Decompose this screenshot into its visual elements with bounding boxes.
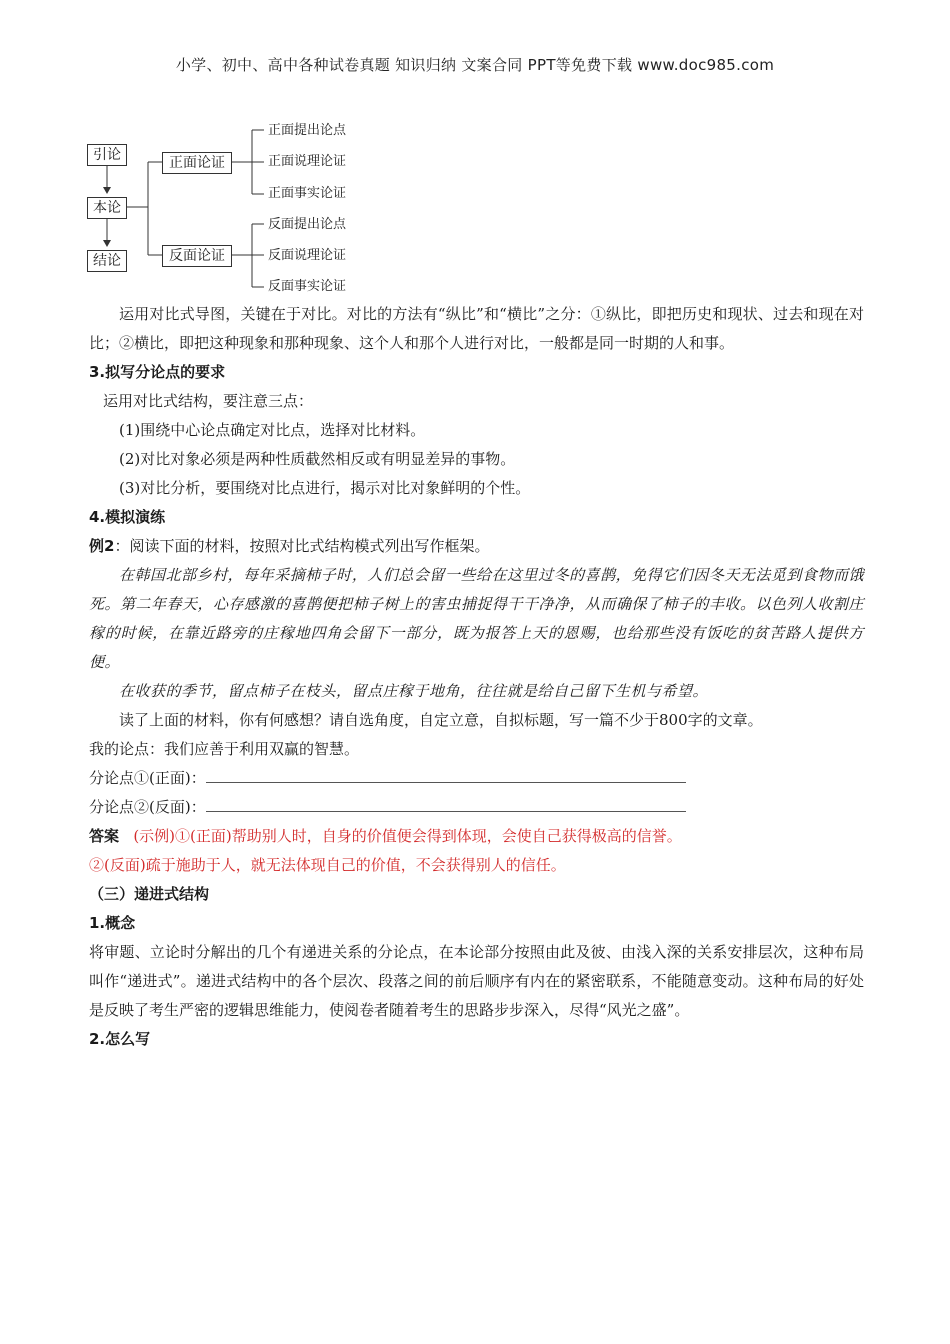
diagram-conclusion-box: 结论: [87, 250, 127, 272]
requirement-item: (1)围绕中心论点确定对比点，选择对比材料。: [119, 421, 426, 439]
diagram-intro-box: 引论: [87, 144, 127, 166]
answer-text-1: (示例)①(正面)帮助别人时，自身的价值便会得到体现，会使自己获得极高的信誉。: [133, 827, 682, 845]
diagram-positive-item: 正面说理论证: [268, 154, 347, 169]
diagram-negative-item: 反面提出论点: [268, 217, 347, 232]
answer-line-1: [89, 822, 864, 851]
sub-point-2-label: 分论点②(反面)：: [89, 798, 206, 816]
diagram-positive-box: 正面论证: [162, 152, 232, 174]
requirements-intro: 运用对比式结构，要注意三点：: [103, 392, 314, 410]
requirement-item: (3)对比分析，要围绕对比点进行，揭示对比对象鲜明的个性。: [119, 479, 531, 497]
diagram-connectors: [80, 120, 400, 300]
diagram-body-box: 本论: [87, 197, 127, 219]
writing-task: 读了上面的材料，你有何感想？请自选角度，自定立意，自拟标题，写一篇不少于800字的文章。: [119, 711, 763, 729]
sub-point-1-label: 分论点①(正面)：: [89, 769, 206, 787]
material-paragraph: 在韩国北部乡村，每年采摘柿子时，人们总会留一些给在这里过冬的喜鹊，免得它们因冬天无法觅到食物而饿死。第二年春天，心存感激的喜鹊便把柿子树上的害虫捕捉得干干净净，从而确保了柿子的丰收。以色列人收割庄稼的时候，在靠近路旁的庄稼地四角会留下一部分，既为报答上天的恩赐，也给那些没有饭吃的贫苦路人提供方便。: [89, 566, 865, 671]
concept-paragraph: 将审题、立论时分解出的几个有递进关系的分论点，在本论部分按照由此及彼、由浅入深的关系安排层次，这种布局叫作“递进式”。递进式结构中的各个层次、段落之间的前后顺序有内在的紧密联系，不能随意变动。这种布局的好处是反映了考生严密的逻辑思维能力，使阅卷者随着考生的思路步步深入，尽得“风光之盛”。: [89, 943, 864, 1019]
document-body: [89, 300, 864, 1054]
diagram-negative-item: 反面说理论证: [268, 248, 347, 263]
sub-point-2-row: [89, 793, 864, 822]
diagram-positive-item: 正面事实论证: [268, 186, 347, 201]
material-paragraph: 在收获的季节，留点柿子在枝头，留点庄稼于地角，往往就是给自己留下生机与希望。: [119, 682, 709, 700]
heading-requirements: 3.拟写分论点的要求: [89, 363, 226, 381]
example-text: ：阅读下面的材料，按照对比式结构模式列出写作框架。: [114, 537, 490, 555]
thesis-line: 我的论点：我们应善于利用双赢的智慧。: [89, 740, 360, 758]
requirement-item: (2)对比对象必须是两种性质截然相反或有明显差异的事物。: [119, 450, 516, 468]
diagram-negative-item: 反面事实论证: [268, 279, 347, 294]
example-label: 例2: [89, 537, 115, 555]
sub-point-1-row: [89, 764, 864, 793]
diagram-positive-item: 正面提出论点: [268, 123, 347, 138]
answer-label: 答案: [89, 827, 120, 845]
example-prompt: [89, 532, 864, 561]
section-title: （三）递进式结构: [89, 885, 210, 903]
heading-how-to-write: 2.怎么写: [89, 1030, 151, 1048]
sub-point-1-blank[interactable]: [206, 768, 686, 783]
contrast-structure-diagram: [80, 120, 400, 300]
answer-line-2: ②(反面)疏于施助于人，就无法体现自己的价值，不会获得别人的信任。: [89, 856, 566, 874]
diagram-negative-box: 反面论证: [162, 245, 232, 267]
sub-point-2-blank[interactable]: [206, 797, 686, 812]
contrast-explanation: 运用对比式导图，关键在于对比。对比的方法有“纵比”和“横比”之分：①纵比，即把历史和现状、过去和现在对比；②横比，即把这种现象和那种现象、这个人和那个人进行对比，一般都是同一时期的人和事。: [89, 305, 864, 352]
heading-concept: 1.概念: [89, 914, 136, 932]
heading-practice: 4.模拟演练: [89, 508, 166, 526]
page-header: 小学、初中、高中各种试卷真题 知识归纳 文案合同 PPT等免费下载 www.doc985.com: [175, 56, 775, 74]
